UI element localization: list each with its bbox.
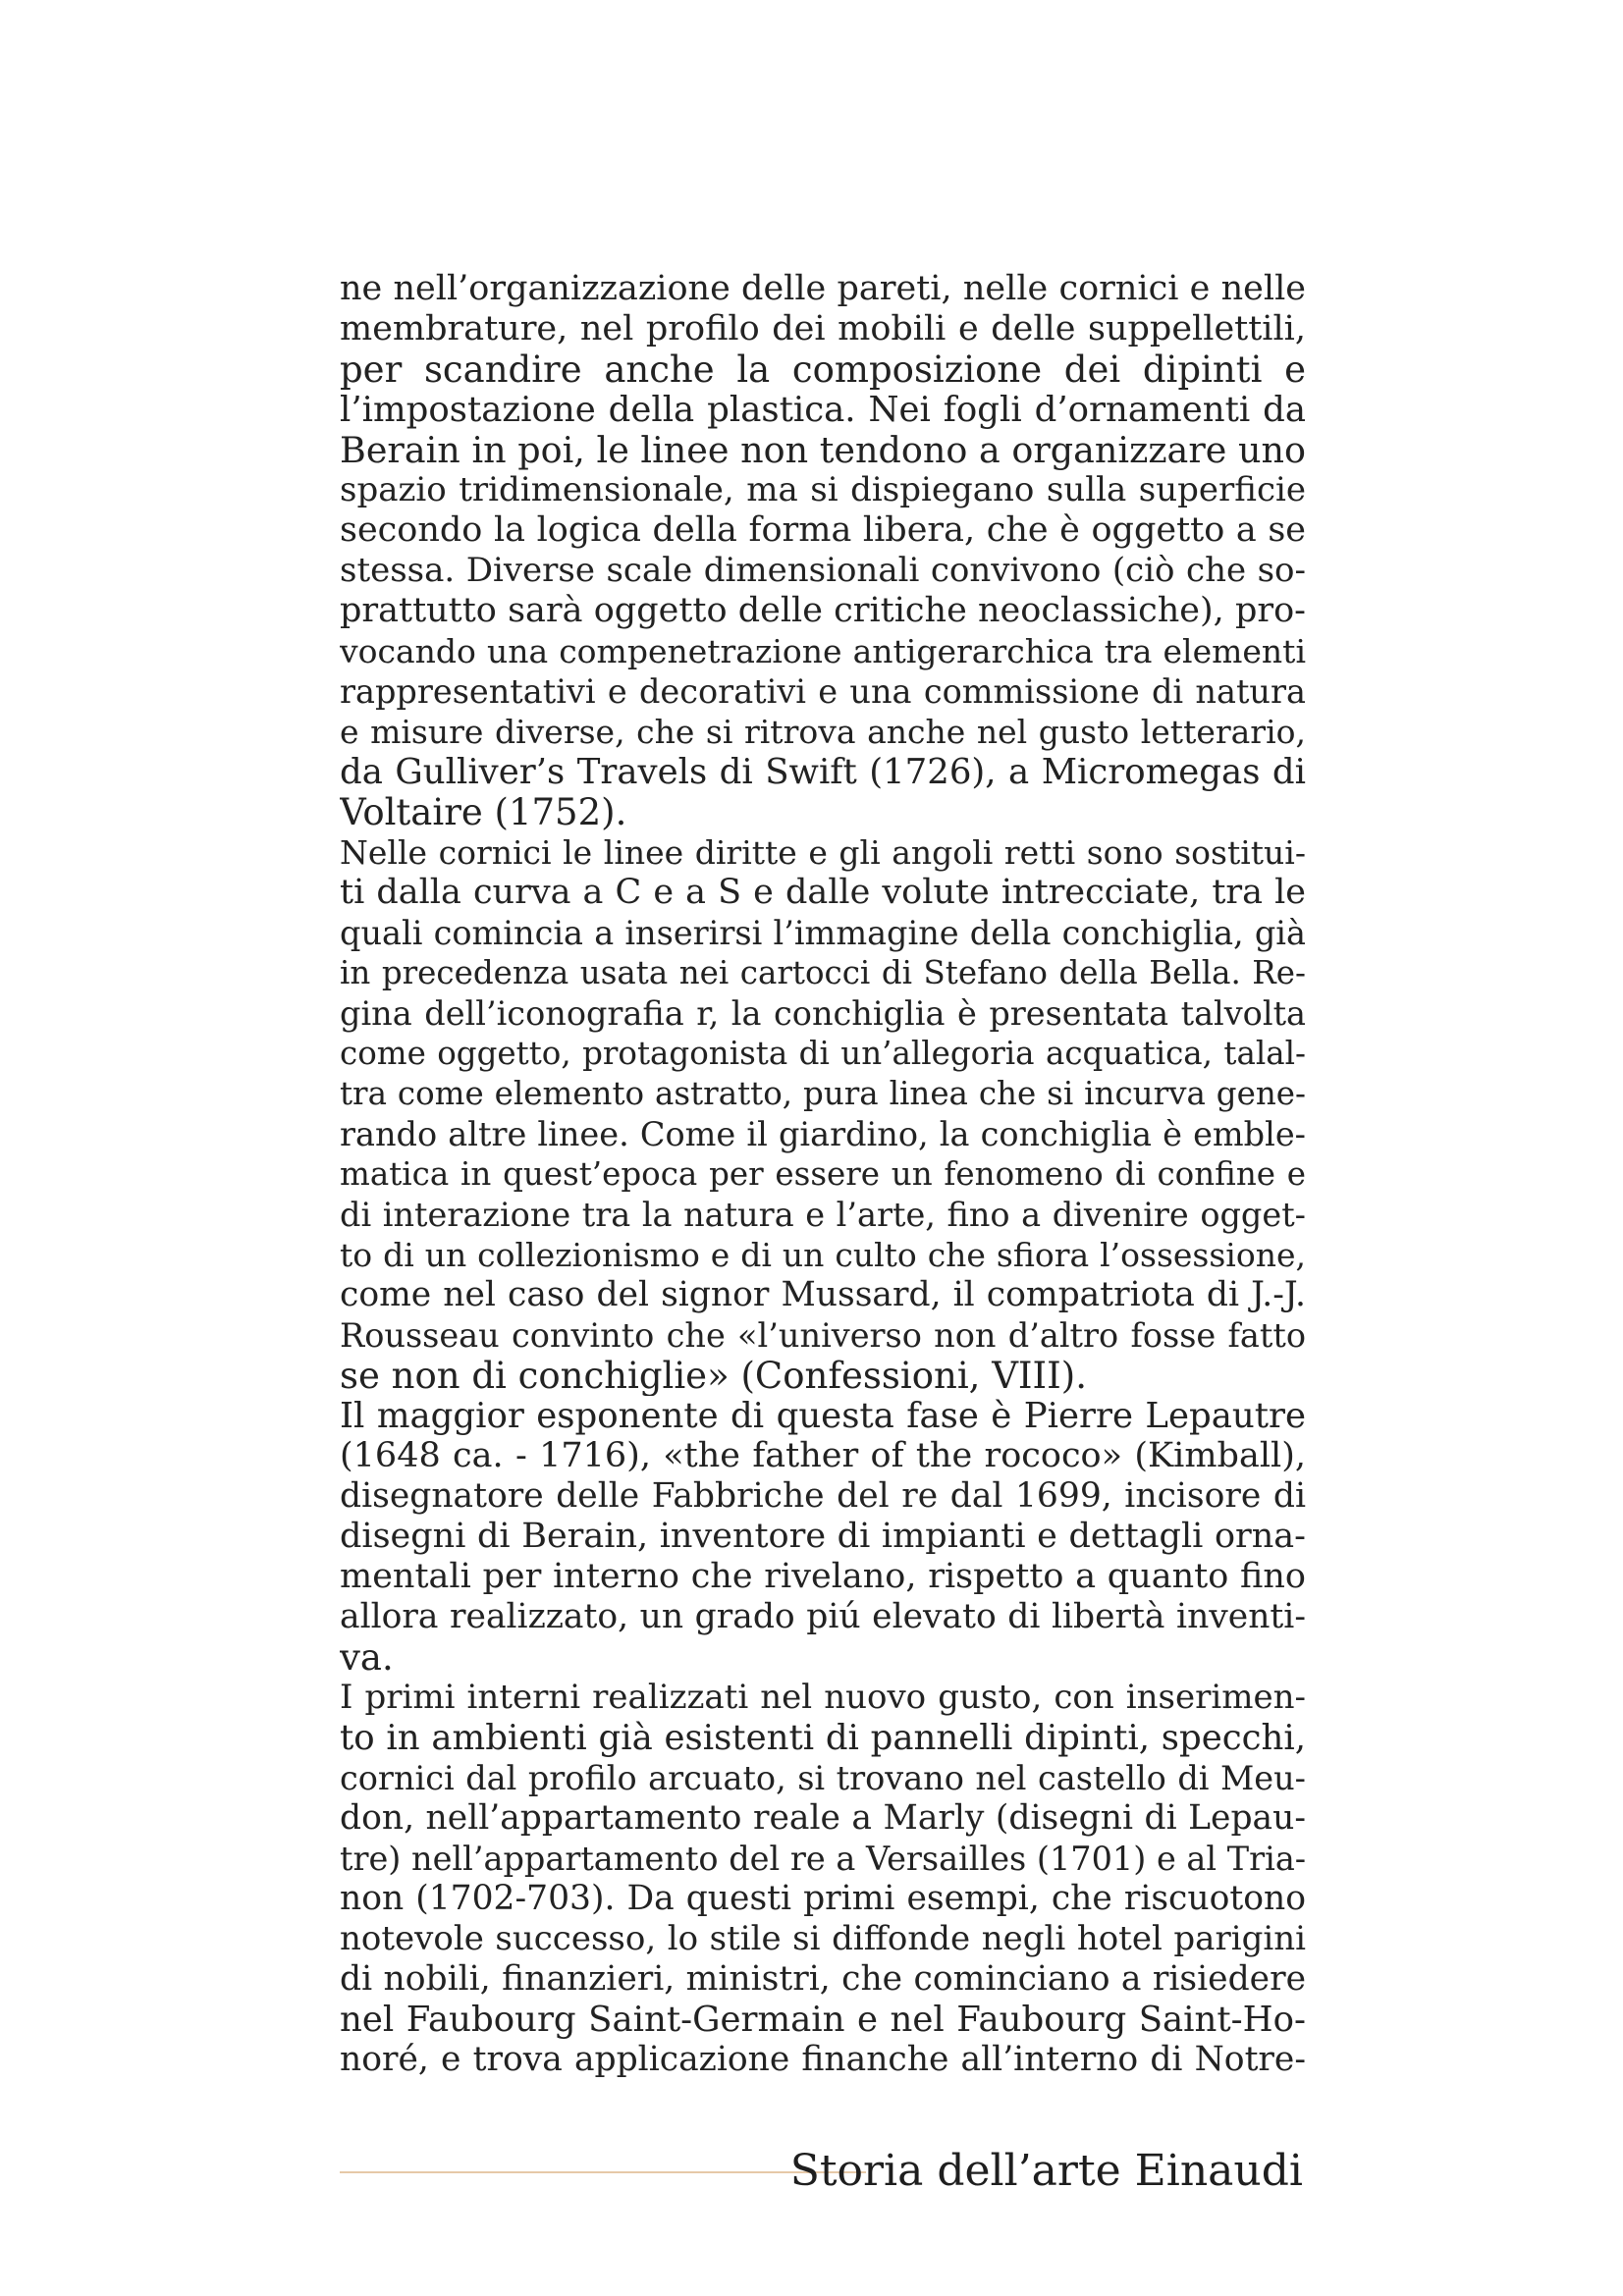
text-line: Voltaire (1752). xyxy=(340,792,627,832)
text-line: to di un collezionismo e di un culto che sfiora l’ossessione, xyxy=(340,1236,1306,1274)
text-line: nel Faubourg Saint-Germain e nel Faubourg Saint-Ho- xyxy=(340,2000,1306,2040)
text-line: matica in quest’epoca per essere un fenomeno di confine e xyxy=(340,1155,1306,1193)
text-line: disegni di Berain, inventore di impianti e dettagli orna- xyxy=(340,1517,1306,1556)
text-line: di interazione tra la natura e l’arte, fino a divenire ogget- xyxy=(340,1196,1306,1234)
text-line: cornici dal profilo arcuato, si trovano nel castello di Meu- xyxy=(340,1759,1306,1797)
text-line: mentali per interno che rivelano, rispetto a quanto fino xyxy=(340,1557,1306,1596)
text-line: per scandire anche la composizione dei dipinti e xyxy=(340,349,1306,390)
text-line: gina dell’iconografia r, la conchiglia è presentata talvolta xyxy=(340,994,1306,1033)
text-line: I primi interni realizzati nel nuovo gusto, con inserimen- xyxy=(340,1678,1306,1717)
text-line: quali comincia a inserirsi l’immagine della conchiglia, già xyxy=(340,914,1306,952)
text-line: prattutto sarà oggetto delle critiche neoclassiche), pro- xyxy=(340,591,1306,630)
text-line: rappresentativi e decorativi e una commissione di natura xyxy=(340,672,1306,711)
text-line: to in ambienti già esistenti di pannelli dipinti, specchi, xyxy=(340,1718,1306,1758)
text-line: secondo la logica della forma libera, che è oggetto a se xyxy=(340,510,1306,550)
text-line: Berain in poi, le linee non tendono a organizzare uno xyxy=(340,430,1306,470)
text-line: non (1702-703). Da questi primi esempi, che riscuotono xyxy=(340,1879,1306,1918)
footer-title: Storia dell’arte Einaudi xyxy=(789,2146,1303,2196)
body-text xyxy=(340,269,1306,2080)
text-line: stessa. Diverse scale dimensionali convivono (ciò che so- xyxy=(340,551,1306,590)
footer-divider xyxy=(340,2171,866,2173)
text-line: don, nell’appartamento reale a Marly (disegni di Lepau- xyxy=(340,1798,1306,1838)
text-line: va. xyxy=(340,1637,394,1678)
text-line: se non di conchiglie» (Confessioni, VIII). xyxy=(340,1356,1087,1396)
text-line: (1648 ca. - 1716), «the father of the rococo» (Kimball), xyxy=(340,1436,1306,1475)
text-line: vocando una compenetrazione antigerarchica tra elementi xyxy=(340,632,1306,670)
text-line: ne nell’organizzazione delle pareti, nelle cornici e nelle xyxy=(340,269,1306,308)
text-line: allora realizzato, un grado piú elevato di libertà inventi- xyxy=(340,1597,1306,1636)
text-line: da Gulliver’s Travels di Swift (1726), a Micromegas di xyxy=(340,752,1306,792)
text-line: tre) nell’appartamento del re a Versailles (1701) e al Tria- xyxy=(340,1840,1306,1878)
text-line: l’impostazione della plastica. Nei fogli d’ornamenti da xyxy=(340,390,1306,430)
text-line: Rousseau convinto che «l’universo non d’altro fosse fatto xyxy=(340,1316,1306,1355)
text-line: notevole successo, lo stile si diffonde negli hotel parigini xyxy=(340,1919,1306,1958)
text-line: disegnatore delle Fabbriche del re dal 1699, incisore di xyxy=(340,1476,1306,1516)
text-line: come oggetto, protagonista di un’allegoria acquatica, talal- xyxy=(340,1035,1306,1072)
text-line: Nelle cornici le linee diritte e gli angoli retti sono sostitui- xyxy=(340,833,1306,872)
text-line: come nel caso del signor Mussard, il compatriota di J.-J. xyxy=(340,1275,1306,1314)
text-line: rando altre linee. Come il giardino, la conchiglia è emble- xyxy=(340,1115,1306,1153)
text-line: ti dalla curva a C e a S e dalle volute intrecciate, tra le xyxy=(340,873,1306,912)
text-line: noré, e trova applicazione finanche all’interno di Notre- xyxy=(340,2040,1306,2079)
text-line: Il maggior esponente di questa fase è Pierre Lepautre xyxy=(340,1396,1306,1436)
text-line: membrature, nel profilo dei mobili e delle suppellettili, xyxy=(340,309,1306,348)
text-line: in precedenza usata nei cartocci di Stefano della Bella. Re- xyxy=(340,954,1306,991)
text-line: tra come elemento astratto, pura linea che si incurva gene- xyxy=(340,1075,1306,1112)
text-line: spazio tridimensionale, ma si dispiegano sulla superficie xyxy=(340,470,1306,509)
text-line: e misure diverse, che si ritrova anche nel gusto letterario, xyxy=(340,713,1306,751)
text-line: di nobili, finanzieri, ministri, che cominciano a risiedere xyxy=(340,1959,1306,1999)
